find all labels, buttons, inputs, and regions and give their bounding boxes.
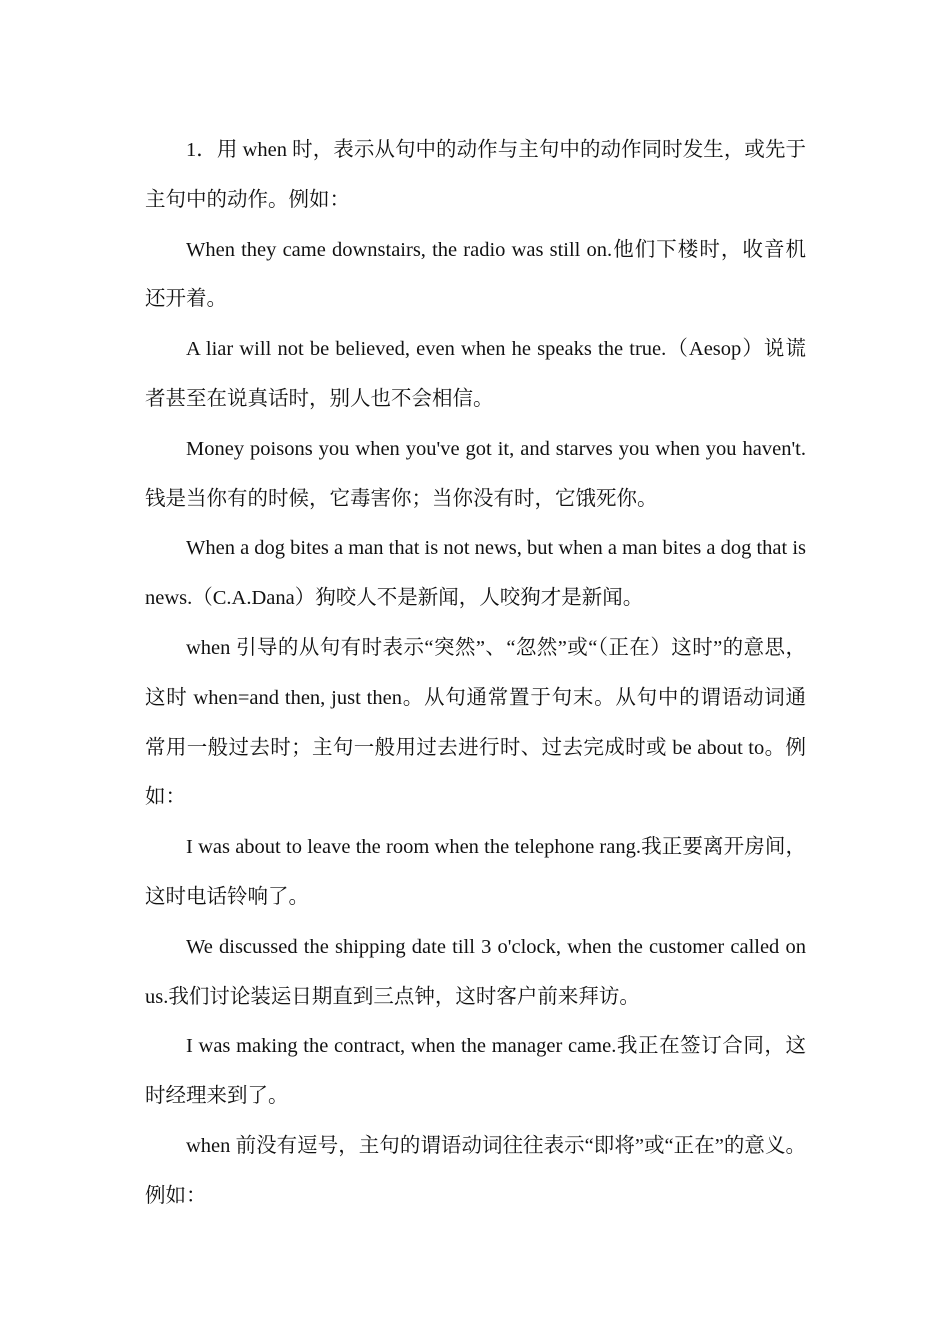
example-radio: When they came downstairs, the radio was still on.他们下楼时，收音机还开着。 bbox=[145, 238, 806, 311]
document-body bbox=[145, 126, 806, 1222]
example-telephone: I was about to leave the room when the telephone rang.我正要离开房间，这时电话铃响了。 bbox=[145, 836, 806, 908]
example-liar: A liar will not be believed, even when he speaks the true.（Aesop）说谎者甚至在说真话时，别人也不会相信。 bbox=[145, 338, 806, 410]
paragraph-when-suddenly: when 引导的从句有时表示“突然”、“忽然”或“（正在）这时”的意思，这时 when=and then, just then。从句通常置于句末。从句中的谓语动词通常用一般过去时；主句一般用过去进行时、过去完成时或 be about to。例如： bbox=[145, 636, 806, 809]
paragraph-when-definition: 1．用 when 时，表示从句中的动作与主句中的动作同时发生，或先于主句中的动作。例如： bbox=[145, 139, 806, 211]
example-contract: I was making the contract, when the manager came.我正在签订合同，这时经理来到了。 bbox=[145, 1035, 806, 1108]
example-shipping-date: We discussed the shipping date till 3 o'clock, when the customer called on us.我们讨论装运日期直到三点钟，这时客户前来拜访。 bbox=[145, 935, 806, 1008]
example-dog-bites: When a dog bites a man that is not news, but when a man bites a dog that is news.（C.A.Dana）狗咬人不是新闻，人咬狗才是新闻。 bbox=[145, 537, 806, 610]
paragraph-no-comma: when 前没有逗号，主句的谓语动词往往表示“即将”或“正在”的意义。例如： bbox=[145, 1134, 806, 1207]
example-money: Money poisons you when you've got it, and starves you when you haven't.钱是当你有的时候，它毒害你；当你没有时，它饿死你。 bbox=[145, 437, 806, 510]
